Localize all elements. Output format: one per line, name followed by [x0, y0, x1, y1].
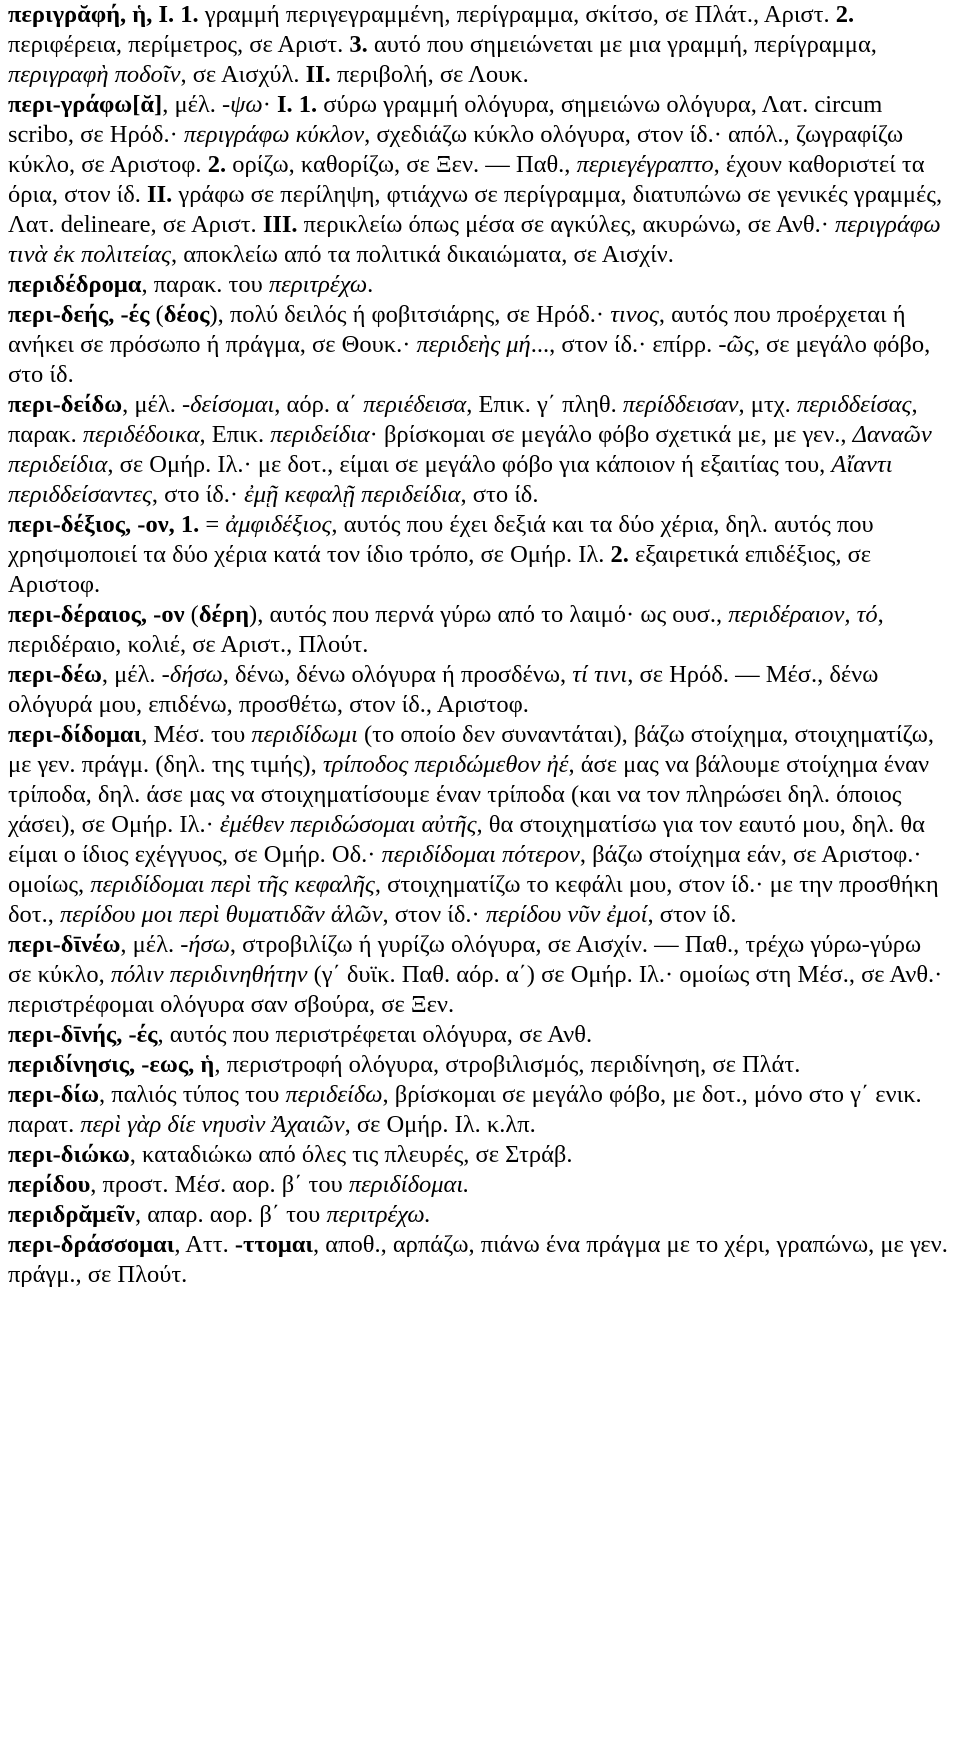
entry-italic-text: περιδίδωμι — [251, 721, 358, 748]
entry-italic-text: περιδδείσας — [796, 391, 912, 418]
entry-text: , Αττ. — [174, 1231, 235, 1258]
entry-text: , στο ίδ.· — [151, 481, 245, 508]
entry-text: , αυτός που προέρχεται ή ανήκει σε πρόσωπο ή πράγμα, σε Θουκ.· — [8, 301, 912, 358]
dictionary-entry — [8, 0, 948, 90]
entry-italic-text: πόλιν περιδινηθήτην — [110, 961, 308, 988]
entry-italic-text: τί τινι — [572, 661, 628, 688]
entry-text: αυτό που σημειώνεται με μια γραμμή, περίγραμμα, — [367, 31, 884, 58]
entry-text: , αυτός που έχει δεξιά και τα δύο χέρια, δηλ. αυτός που χρησιμοποιεί τα δύο χέρια κατά τον ίδιο τρόπο, σε Ομήρ. Ιλ. — [8, 511, 880, 568]
entry-italic-text: ἐμέθεν περιδώσομαι αὐτῆς — [219, 811, 477, 838]
entry-text: , μέλ. - — [122, 391, 191, 418]
entry-italic-text: περὶ γὰρ δίε νηυσὶν Ἀχαιῶν — [80, 1111, 345, 1138]
entry-text: , σε Ομήρ. Ιλ. κ.λπ. — [344, 1111, 536, 1138]
entry-italic-text: τινος — [610, 301, 659, 328]
entry-text: (το οποίο δεν συναντάται), βάζω στοίχημα, στοιχηματίζω, με γεν. πράγμ. (δηλ. της τιμής), — [8, 721, 941, 778]
entry-italic-text: περιδίδομαι περὶ τῆς κεφαλῆς — [90, 871, 375, 898]
dictionary-entry — [8, 720, 948, 930]
entry-text: , αυτός που περιστρέφεται ολόγυρα, σε Ανθ. — [157, 1021, 593, 1048]
entry-text: , μέλ. - — [162, 91, 231, 118]
entry-italic-text: δήσω — [169, 661, 223, 688]
dictionary-entry — [8, 1050, 948, 1080]
entry-italic-text: περίδδεισαν — [622, 391, 739, 418]
entry-text: σύρω γραμμή ολόγυρα, σημειώνω ολόγυρα, Λατ. circum scribo, σε Ηρόδ.· — [8, 91, 889, 148]
entry-text: , παλιός τύπος του — [98, 1081, 286, 1108]
entry-italic-text: περιδίδομαι πότερον — [381, 841, 580, 868]
entry-italic-text: περιτρέχω — [268, 271, 368, 298]
entry-italic-text: ῶς — [726, 331, 754, 358]
entry-headword-text: δέρη — [198, 601, 250, 628]
entry-headword-text: περιδέδρομα — [8, 271, 142, 298]
entry-headword-text: περι-δέραιος, -ον — [8, 601, 185, 628]
entry-text: , στροβιλίζω ή γυρίζω ολόγυρα, σε Αισχίν. ― Παθ., τρέχω γύρω-γύρω σε κύκλο, — [8, 931, 928, 988]
entry-italic-text: περιέδεισα — [363, 391, 467, 418]
entry-text: , περιστροφή ολόγυρα, στροβιλισμός, περιδίνηση, σε Πλάτ. — [214, 1051, 801, 1078]
entry-text: γράφω σε περίληψη, φτιάχνω σε περίγραμμα, διατυπώνω σε γενικές γραμμές, Λατ. delineare, σε Αριστ. — [8, 181, 947, 238]
entry-headword-text: 2. — [835, 1, 855, 28]
entry-italic-text: περιδεὴς μή — [416, 331, 531, 358]
entry-text: , στο ίδ. — [460, 481, 539, 508]
entry-text: = — [199, 511, 226, 538]
entry-italic-text: περιγράφω τινὰ ἐκ πολιτείας — [8, 211, 947, 268]
entry-text: γραμμή περιγεγραμμένη, περίγραμμα, σκίτσο, σε Πλάτ., Αριστ. — [198, 1, 836, 28]
entry-text: (γ΄ δυϊκ. Παθ. αόρ. α΄) σε Ομήρ. Ιλ.· ομοίως στη Μέσ., σε Ανθ.· περιστρέφομαι ολόγυρα σαν σβούρα, σε Ξεν. — [8, 961, 949, 1018]
entry-text: ορίζω, καθορίζω, σε Ξεν. ― Παθ., — [226, 151, 577, 178]
entry-headword-text: δέος — [163, 301, 210, 328]
entry-text: , αόρ. α΄ — [274, 391, 364, 418]
entry-text: , σε Ομήρ. Ιλ.· με δοτ., είμαι σε μεγάλο φόβο για κάποιον ή εξαιτίας του, — [107, 451, 832, 478]
entry-headword-text: περιδίνησις, -εως, ἡ — [8, 1051, 215, 1078]
entry-headword-text: περι-γράφω[ᾰ] — [8, 91, 163, 118]
dictionary-entry — [8, 270, 948, 300]
entry-text: , σε Ηρόδ. ― Μέσ., δένω ολόγυρά μου, επιδένω, προσθέτω, στον ίδ., Αριστοφ. — [8, 661, 885, 718]
entry-headword-text: περι-δῑνής, -ές — [8, 1021, 158, 1048]
entry-text: , Επικ. — [199, 421, 271, 448]
entry-text: , απαρ. αορ. β΄ του — [135, 1201, 327, 1228]
entry-headword-text: -ττομαι — [234, 1231, 314, 1258]
entry-italic-text: ήσω — [188, 931, 230, 958]
dictionary-entry — [8, 1140, 948, 1170]
dictionary-entry — [8, 90, 948, 270]
entry-text: , δένω, δένω ολόγυρα ή προσδένω, — [222, 661, 573, 688]
entry-text: περιβολή, σε Λουκ. — [330, 61, 529, 88]
entry-text: , βρίσκομαι σε μεγάλο φόβο, με δοτ., μόνο στο γ΄ ενικ. παρατ. — [8, 1081, 928, 1138]
entry-text: , θα στοιχηματίσω για τον εαυτό μου, δηλ. θα είμαι ο ίδιος εχέγγυος, σε Ομήρ. Οδ.· — [8, 811, 932, 868]
entry-headword-text: II. — [305, 61, 331, 88]
entry-headword-text: περι-δίω — [8, 1081, 99, 1108]
entry-headword-text: 2. — [207, 151, 227, 178]
entry-text: , στον ίδ. — [647, 901, 737, 928]
dictionary-entry — [8, 1080, 948, 1140]
entry-italic-text: περιτρέχω. — [326, 1201, 431, 1228]
entry-text: , σε Αισχύλ. — [180, 61, 306, 88]
dictionary-entry — [8, 390, 948, 510]
entry-headword-text: περι-δέω — [8, 661, 102, 688]
entry-headword-text: III. — [262, 211, 298, 238]
entry-text: περιφέρεια, περίμετρος, σε Αριστ. — [8, 1, 861, 58]
entry-text: ..., στον ίδ.· επίρρ. - — [530, 331, 727, 358]
dictionary-entry — [8, 930, 948, 1020]
dictionary-entry — [8, 1230, 954, 1290]
entry-text: , προστ. Μέσ. αορ. β΄ του — [90, 1171, 349, 1198]
entry-text: , μέλ. - — [120, 931, 189, 958]
entry-headword-text: περι-δέξιος, -ον, 1. — [8, 511, 200, 538]
entry-italic-text: Αἴαντι περιδδείσαντες — [8, 451, 899, 508]
entry-headword-text: περι-δράσσομαι — [8, 1231, 175, 1258]
entry-text: , μτχ. — [738, 391, 797, 418]
entry-italic-text: περιδέδοικα — [82, 421, 200, 448]
entry-italic-text: τρίποδος περιδώμεθον ἠέ — [322, 751, 569, 778]
dictionary-entry — [8, 1170, 948, 1200]
entry-text: ( — [149, 301, 164, 328]
entry-headword-text: περι-δείδω — [8, 391, 123, 418]
entry-italic-text: δείσομαι — [190, 391, 275, 418]
entry-text: , παρακ. του — [141, 271, 269, 298]
dictionary-entry — [8, 300, 948, 390]
entry-italic-text: περιγραφὴ ποδοῖν — [8, 61, 181, 88]
entry-headword-text: I. 1. — [276, 91, 318, 118]
entry-headword-text: περι-δῑνέω — [8, 931, 121, 958]
entry-text: , έχουν καθοριστεί τα όρια, στον ίδ. — [8, 151, 931, 208]
entry-text: . — [367, 271, 374, 298]
entry-text: ), πολύ δειλός ή φοβιτσιάρης, σε Ηρόδ.· — [209, 301, 611, 328]
entry-italic-text: ψω — [230, 91, 263, 118]
entry-text: , καταδιώκω από όλες τις πλευρές, σε Στράβ. — [129, 1141, 573, 1168]
entry-text: , στοιχηματίζω το κεφάλι μου, στον ίδ.· με την προσθήκη δοτ., — [8, 871, 945, 928]
entry-text: , αποκλείω από τα πολιτικά δικαιώματα, σε Αισχίν. — [170, 241, 674, 268]
entry-text: , περιδέραιο, κολιέ, σε Αριστ., Πλούτ. — [8, 601, 890, 658]
entry-text: , σε μεγάλο φόβο, στο ίδ. — [8, 331, 937, 388]
entry-text: , άσε μας να βάλουμε στοίχημα έναν τρίποδα, δηλ. άσε μας να στοιχηματίσουμε έναν τρίποδα (και να τον πληρώσει δηλ. όποιος χάσει), σε Ομήρ. Ιλ.· — [8, 751, 936, 838]
entry-headword-text: περιδρᾰμεῖν — [8, 1201, 135, 1228]
entry-text: ( — [184, 601, 199, 628]
entry-text: , Μέσ. του — [141, 721, 252, 748]
entry-text: · — [262, 91, 277, 118]
entry-text: , στον ίδ.· — [382, 901, 486, 928]
entry-italic-text: περιδέραιον, τό — [728, 601, 878, 628]
entry-text: , μέλ. - — [101, 661, 170, 688]
dictionary-entry — [8, 510, 948, 600]
dictionary-entry — [8, 1020, 948, 1050]
entry-headword-text: II. — [147, 181, 173, 208]
entry-headword-text: περι-δεής, -ές — [8, 301, 150, 328]
entry-headword-text: 3. — [349, 31, 368, 58]
entry-text: ), αυτός που περνά γύρω από το λαιμό· ως ουσ., — [249, 601, 729, 628]
dictionary-entry — [8, 1200, 948, 1230]
entry-headword-text: περι-διώκω — [8, 1141, 130, 1168]
entry-italic-text: περιδίδομαι. — [348, 1171, 470, 1198]
entry-italic-text: ἐμῇ κεφαλῇ περιδείδια — [244, 481, 461, 508]
entry-text: · βρίσκομαι σε μεγάλο φόβο σχετικά με, με γεν., — [369, 421, 853, 448]
entry-italic-text: περιεγέγραπτο — [576, 151, 714, 178]
entry-text: , παρακ. — [8, 391, 924, 448]
entry-text: , σχεδιάζω κύκλο ολόγυρα, στον ίδ.· απόλ., ζωγραφίζω κύκλο, σε Αριστοφ. — [8, 121, 910, 178]
entry-headword-text: περι-δίδομαι — [8, 721, 142, 748]
entry-italic-text: περίδου νῦν ἐμοί — [485, 901, 648, 928]
entry-headword-text: περίδου — [8, 1171, 91, 1198]
entry-italic-text: Δαναῶν περιδείδια — [8, 421, 938, 478]
entry-italic-text: περιδείδια — [270, 421, 370, 448]
entry-text: , Επικ. γ΄ πληθ. — [466, 391, 623, 418]
entry-italic-text: ἀμφιδέξιος — [225, 511, 332, 538]
entry-text: , βάζω στοίχημα εάν, σε Αριστοφ.· ομοίως, — [8, 841, 928, 898]
dictionary-entry — [8, 660, 948, 720]
entry-italic-text: περιδείδω — [285, 1081, 383, 1108]
entry-headword-text: 2. — [610, 541, 629, 568]
entry-text: εξαιρετικά επιδέξιος, σε Αριστοφ. — [8, 541, 876, 598]
entry-italic-text: περίδου μοι περὶ θυματιδᾶν ἁλῶν — [60, 901, 383, 928]
dictionary-entry — [8, 600, 948, 660]
entry-text: περικλείω όπως μέσα σε αγκύλες, ακυρώνω, σε Ανθ.· — [297, 211, 836, 238]
entry-italic-text: περιγράφω κύκλον — [183, 121, 365, 148]
entry-headword-text: περιγρᾰφή, ἡ, I. 1. — [8, 1, 199, 28]
entry-text: , αποθ., αρπάζω, πιάνω ένα πράγμα με το χέρι, γραπώνω, με γεν. πράγμ., σε Πλούτ. — [8, 1231, 954, 1288]
